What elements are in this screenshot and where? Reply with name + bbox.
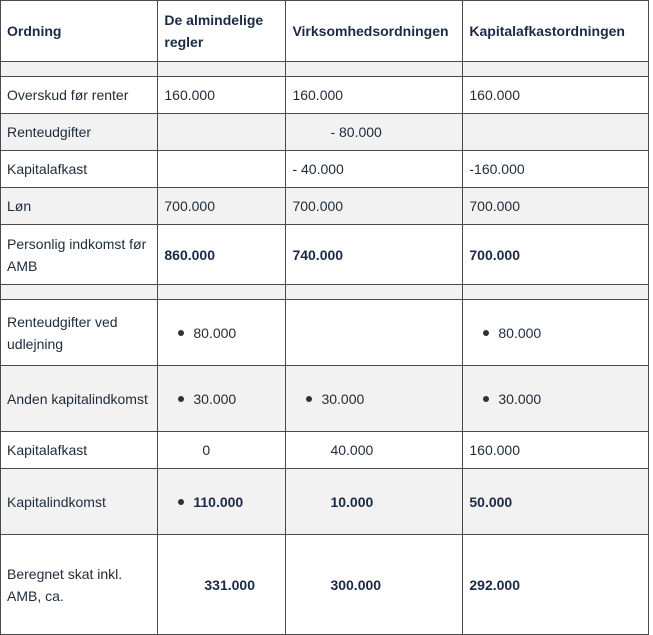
header-ordning: Ordning <box>1 1 158 62</box>
bullet-cell <box>286 366 463 432</box>
cell-value: 160.000 <box>286 77 463 114</box>
row-label: Renteudgifter ved udlejning <box>1 300 158 366</box>
cell-value: 40.000 <box>286 432 463 469</box>
cell-value: 30.000 <box>193 390 237 407</box>
bullet-icon <box>306 396 312 402</box>
bullet-icon <box>178 499 184 505</box>
row-label: Renteudgifter <box>1 114 158 151</box>
cell-value: 300.000 <box>286 535 463 635</box>
table-row <box>1 535 649 635</box>
table-row <box>1 432 649 469</box>
bullet-cell <box>463 300 649 366</box>
row-label: Personlig indkomst før AMB <box>1 225 158 285</box>
table-row <box>1 469 649 535</box>
bullet-icon <box>178 330 184 336</box>
spacer-row <box>1 62 649 77</box>
bullet-icon <box>178 396 184 402</box>
row-label: Overskud før renter <box>1 77 158 114</box>
row-label: Beregnet skat inkl. AMB, ca. <box>1 535 158 635</box>
cell-value: 50.000 <box>463 469 649 535</box>
bullet-cell <box>158 300 286 366</box>
table-row <box>1 114 649 151</box>
bullet-icon <box>483 330 489 336</box>
table-row <box>1 77 649 114</box>
cell-value: 700.000 <box>286 188 463 225</box>
cell-value: 30.000 <box>321 390 365 407</box>
header-row <box>1 1 649 62</box>
cell-value: 80.000 <box>193 324 237 341</box>
spacer-row <box>1 285 649 300</box>
header-almindelige: De almindelige regler <box>158 1 286 62</box>
table-row <box>1 366 649 432</box>
cell-value: 160.000 <box>463 432 649 469</box>
cell-value: - 80.000 <box>286 114 463 151</box>
cell-value: 700.000 <box>463 188 649 225</box>
cell-value: 160.000 <box>463 77 649 114</box>
cell-value: 80.000 <box>498 324 542 341</box>
cell-value: 331.000 <box>158 535 286 635</box>
table-row <box>1 225 649 285</box>
bullet-cell <box>463 366 649 432</box>
header-virksomhed: Virksomhedsordningen <box>286 1 463 62</box>
cell-value: 0 <box>158 432 286 469</box>
row-label: Kapitalindkomst <box>1 469 158 535</box>
row-label: Anden kapitalindkomst <box>1 366 158 432</box>
cell-value: 110.000 <box>193 493 244 510</box>
cell-value: 700.000 <box>463 225 649 285</box>
row-label: Løn <box>1 188 158 225</box>
header-kapitalafkast: Kapitalafkastordningen <box>463 1 649 62</box>
cell-value: 740.000 <box>286 225 463 285</box>
table-row <box>1 151 649 188</box>
cell-value: 860.000 <box>158 225 286 285</box>
bullet-cell <box>158 366 286 432</box>
row-label: Kapitalafkast <box>1 151 158 188</box>
cell-value: - 40.000 <box>286 151 463 188</box>
table-row <box>1 300 649 366</box>
cell-value: 292.000 <box>463 535 649 635</box>
row-label: Kapitalafkast <box>1 432 158 469</box>
bullet-cell <box>158 469 286 535</box>
table-row <box>1 188 649 225</box>
cell-value: 700.000 <box>158 188 286 225</box>
cell-value: 160.000 <box>158 77 286 114</box>
bullet-icon <box>483 396 489 402</box>
cell-value: -160.000 <box>463 151 649 188</box>
cell-value: 10.000 <box>286 469 463 535</box>
cell-value: 30.000 <box>498 390 542 407</box>
